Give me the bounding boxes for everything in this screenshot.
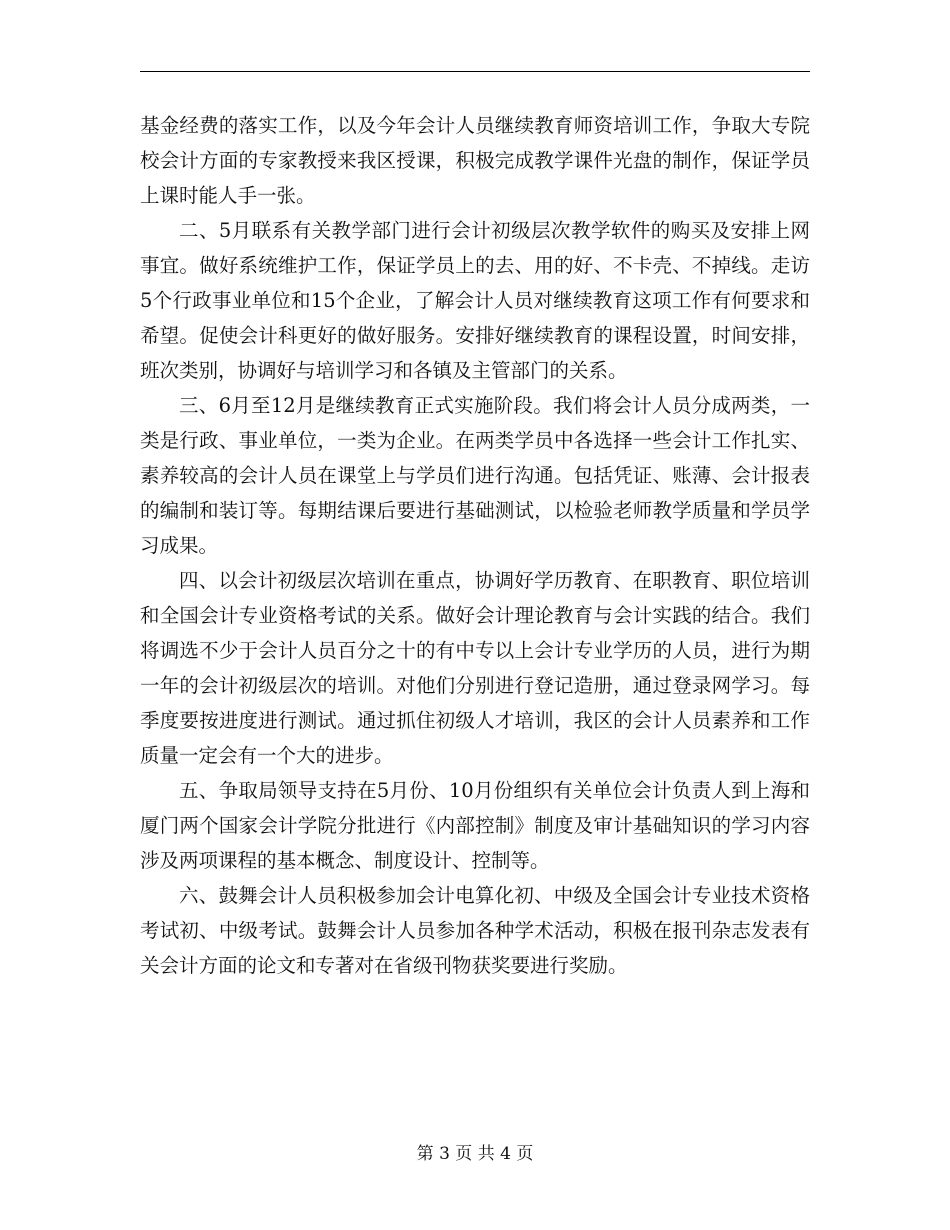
paragraph-3: 三、6月至12月是继续教育正式实施阶段。我们将会计人员分成两类，一类是行政、事业单位，一类为企业。在两类学员中各选择一些会计工作扎实、素养较高的会计人员在课堂上与学员们进行沟通。包括凭证、账薄、会计报表的编制和装订等。每期结课后要进行基础测试，以检验老师教学质量和学员学习成果。 [140,394,810,557]
paragraph-5: 五、争取局领导支持在5月份、10月份组织有关单位会计负责人到上海和厦门两个国家会计学院分批进行《内部控制》制度及审计基础知识的学习内容涉及两项课程的基本概念、制度设计、控制等。 [140,779,810,872]
paragraph-4: 四、以会计初级层次培训在重点，协调好学历教育、在职教育、职位培训和全国会计专业资格考试的关系。做好会计理论教育与会计实践的结合。我们将调选不少于会计人员百分之十的有中专以上会计专业学历的人员，进行为期一年的会计初级层次的培训。对他们分别进行登记造册，通过登录网学习。每季度要按进度进行测试。通过抓住初级人才培训，我区的会计人员素养和工作质量一定会有一个大的进步。 [140,569,810,767]
page-number: 第 3 页 共 4 页 [416,1144,534,1164]
paragraph-6: 六、鼓舞会计人员积极参加会计电算化初、中级及全国会计专业技术资格考试初、中级考试。鼓舞会计人员参加各种学术活动，积极在报刊杂志发表有关会计方面的论文和专著对在省级刊物获奖要进行奖励。 [140,884,810,977]
paragraph-2: 二、5月联系有关教学部门进行会计初级层次教学软件的购买及安排上网事宜。做好系统维护工作，保证学员上的去、用的好、不卡壳、不掉线。走访5个行政事业单位和15个企业，了解会计人员对继续教育这项工作有何要求和希望。促使会计科更好的做好服务。安排好继续教育的课程设置，时间安排，班次类别，协调好与培训学习和各镇及主管部门的关系。 [140,219,810,382]
paragraph-1: 基金经费的落实工作，以及今年会计人员继续教育师资培训工作，争取大专院校会计方面的专家教授来我区授课，积极完成教学课件光盘的制作，保证学员上课时能人手一张。 [140,114,810,207]
document-body [140,108,810,983]
header-rule [140,71,810,72]
